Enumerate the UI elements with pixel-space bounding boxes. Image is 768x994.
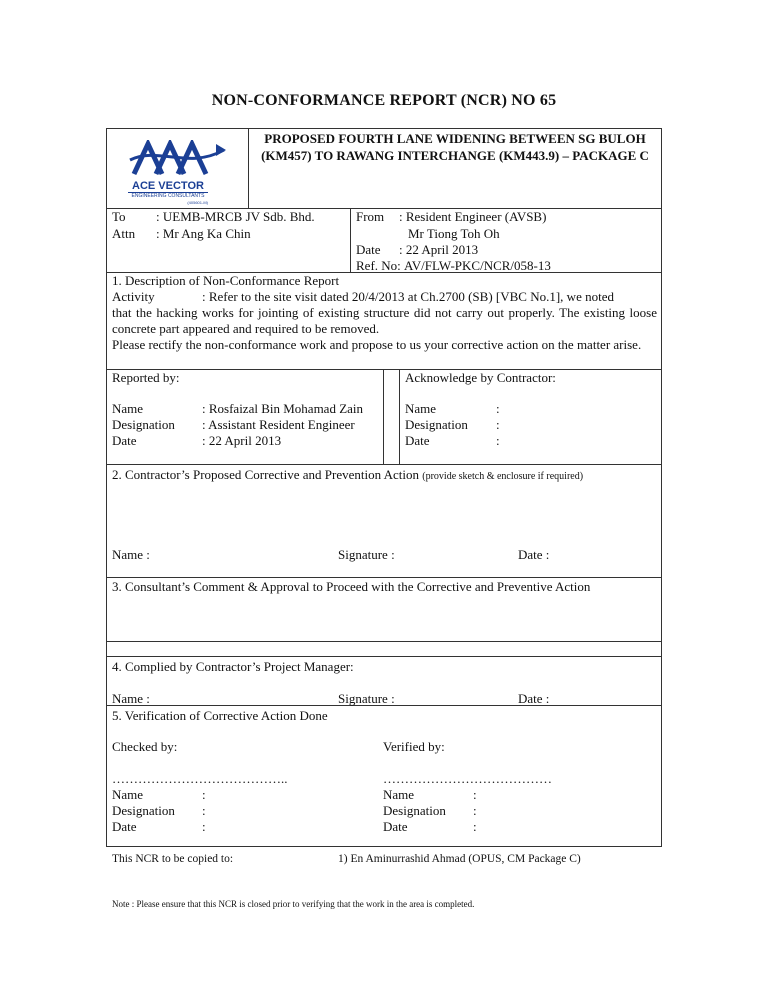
ack-date-colon: : — [496, 433, 500, 448]
project-title: PROPOSED FOURTH LANE WIDENING BETWEEN SG BULOH (KM457) TO RAWANG INTERCHANGE (KM443.9) – PACKAGE C — [261, 131, 649, 163]
section4-heading: 4. Complied by Contractor’s Project Manager: — [112, 659, 354, 674]
company-logo — [128, 140, 228, 205]
attn-value: : Mr Ang Ka Chin — [156, 226, 251, 241]
logo-reg: (405601-M) — [187, 200, 208, 205]
to-label: To — [112, 209, 126, 224]
signoff-divider — [383, 369, 384, 464]
row-divider — [106, 641, 662, 642]
logo-brand: ACE VECTOR — [132, 180, 204, 192]
checked-name-label: Name — [112, 787, 144, 802]
acknowledge-heading: Acknowledge by Contractor: — [405, 370, 556, 385]
reported-name-value: : Rosfaizal Bin Mohamad Zain — [202, 401, 364, 416]
section5-border-left — [106, 705, 107, 847]
checked-designation-colon: : — [202, 803, 206, 818]
section5-heading: 5. Verification of Corrective Action Done — [112, 708, 328, 723]
ack-date-label: Date — [405, 433, 430, 448]
attn-label: Attn — [112, 226, 136, 241]
section2-signature-label: Signature : — [338, 547, 395, 562]
signoff-divider — [399, 369, 400, 464]
row-divider — [106, 656, 662, 657]
reported-designation-label: Designation — [112, 417, 175, 432]
header-divider — [350, 208, 351, 272]
footnote: Note : Please ensure that this NCR is closed prior to verifying that the work in the area is completed. — [112, 899, 475, 909]
copy-recipient: 1) En Aminurrashid Ahmad (OPUS, CM Package C) — [338, 853, 581, 865]
checked-date-colon: : — [202, 819, 206, 834]
from-label: From — [356, 209, 385, 224]
section4-name-label: Name : — [112, 691, 150, 706]
section2-heading — [112, 467, 583, 485]
checked-name-colon: : — [202, 787, 206, 802]
ack-designation-label: Designation — [405, 417, 468, 432]
reported-designation-value: : Assistant Resident Engineer — [202, 417, 355, 432]
verified-by-label: Verified by: — [383, 739, 445, 754]
checked-by-label: Checked by: — [112, 739, 178, 754]
verified-name-colon: : — [473, 787, 477, 802]
table-border-right — [661, 128, 662, 705]
section5-border-bottom — [106, 846, 662, 847]
ref-value: AV/FLW-PKC/NCR/058-13 — [404, 258, 551, 273]
ref-label: Ref. No: — [356, 258, 401, 273]
reported-name-label: Name — [112, 401, 144, 416]
ack-name-label: Name — [405, 401, 437, 416]
section2-title: 2. Contractor’s Proposed Corrective and Prevention Action — [112, 467, 420, 482]
checked-date-label: Date — [112, 819, 137, 834]
checked-signature-dots: ………………………………….. — [112, 771, 288, 786]
verified-designation-colon: : — [473, 803, 477, 818]
copy-label: This NCR to be copied to: — [112, 853, 234, 865]
section2-name-label: Name : — [112, 547, 150, 562]
ack-name-colon: : — [496, 401, 500, 416]
section1-heading: 1. Description of Non-Conformance Report — [112, 273, 340, 288]
activity-line1: : Refer to the site visit dated 20/4/2013 at Ch.2700 (SB) [VBC No.1], we noted — [202, 289, 614, 304]
rectify-request: Please rectify the non-conformance work and propose to us your corrective action on the matter arise. — [112, 337, 642, 352]
checked-designation-label: Designation — [112, 803, 175, 818]
logo-divider — [248, 128, 249, 208]
to-value: : UEMB-MRCB JV Sdb. Bhd. — [156, 209, 315, 224]
table-border-left — [106, 128, 107, 705]
verified-date-colon: : — [473, 819, 477, 834]
table-border-top — [106, 128, 662, 129]
ack-designation-colon: : — [496, 417, 500, 432]
row-divider — [106, 577, 662, 578]
row-divider — [106, 464, 662, 465]
row-divider — [106, 369, 662, 370]
page-title: NON-CONFORMANCE REPORT (NCR) NO 65 — [211, 92, 557, 109]
section2-note: (provide sketch & enclosure if required) — [422, 471, 584, 482]
from-value: : Resident Engineer (AVSB) — [399, 209, 547, 224]
section5-border-right — [661, 705, 662, 847]
activity-description: that the hacking works for jointing of existing structure did not carry out properly. The existing loose concrete part appeared and required to be removed. — [112, 305, 657, 336]
date-value: : 22 April 2013 — [399, 242, 479, 257]
verified-name-label: Name — [383, 787, 415, 802]
date-label: Date — [356, 242, 381, 257]
section2-date-label: Date : — [518, 547, 550, 562]
reported-date-value: : 22 April 2013 — [202, 433, 282, 448]
activity-label: Activity — [112, 289, 155, 304]
from-person: Mr Tiong Toh Oh — [408, 226, 500, 241]
reported-heading: Reported by: — [112, 370, 180, 385]
section4-date-label: Date : — [518, 691, 550, 706]
verified-date-label: Date — [383, 819, 408, 834]
ace-vector-logo-icon — [128, 140, 228, 176]
verified-signature-dots: ………………………………… — [383, 771, 552, 786]
section4-signature-label: Signature : — [338, 691, 395, 706]
verified-designation-label: Designation — [383, 803, 446, 818]
section3-heading: 3. Consultant’s Comment & Approval to Proceed with the Corrective and Preventive Action — [112, 579, 591, 594]
logo-tagline: ENGINEERING CONSULTANTS — [128, 192, 208, 200]
reported-date-label: Date — [112, 433, 137, 448]
